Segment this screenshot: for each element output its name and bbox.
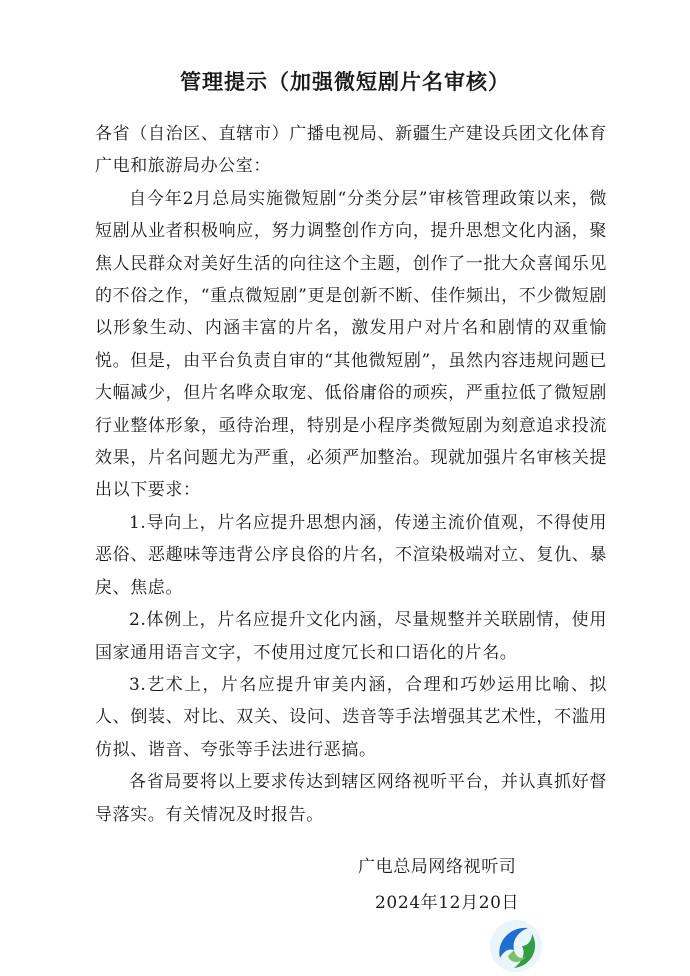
- document-body: [95, 118, 607, 831]
- paragraph-intro: 自今年2月总局实施微短剧“分类分层”审核管理政策以来，微短剧从业者积极响应，努力调整创作方向，提升思想文化内涵，聚焦人民群众对美好生活的向往这个主题，创作了一批大众喜闻乐见的不俗之作，“重点微短剧”更是创新不断、佳作频出，不少微短剧以形象生动、内涵丰富的片名，激发用户对片名和剧情的双重愉悦。但是，由平台负责自审的“其他微短剧”，虽然内容违规问题已大幅减少，但片名哗众取宠、低俗庸俗的顽疾，严重拉低了微短剧行业整体形象，亟待治理，特别是小程序类微短剧为刻意追求投流效果，片名问题尤为严重，必须严加整治。现就加强片名审核关提出以下要求：: [95, 188, 607, 501]
- paragraph-item-1: 1.导向上，片名应提升思想内涵，传递主流价值观，不得使用恶俗、恶趣味等违背公序良俗的片名，不渲染极端对立、复仇、暴戾、焦虑。: [95, 512, 607, 598]
- signature-date: 2024年12月20日: [375, 893, 520, 913]
- addressee: 各省（自治区、直辖市）广播电视局、新疆生产建设兵团文化体育广电和旅游局办公室：: [95, 124, 607, 177]
- signature-org: 广电总局网络视听司: [358, 857, 517, 877]
- watermark-logo-icon: [488, 918, 544, 974]
- document-title: 管理提示（加强微短剧片名审核）: [180, 70, 510, 94]
- paragraph-item-3: 3.艺术上，片名应提升审美内涵，合理和巧妙运用比喻、拟人、倒装、对比、双关、设问、迭音等手法增强其艺术性，不滥用仿拟、谐音、夸张等手法进行恶搞。: [95, 674, 607, 760]
- paragraph-item-2: 2.体例上，片名应提升文化内涵，尽量规整并关联剧情，使用国家通用语言文字，不使用过度冗长和口语化的片名。: [95, 610, 607, 663]
- paragraph-closing: 各省局要将以上要求传达到辖区网络视听平台，并认真抓好督导落实。有关情况及时报告。: [95, 772, 607, 825]
